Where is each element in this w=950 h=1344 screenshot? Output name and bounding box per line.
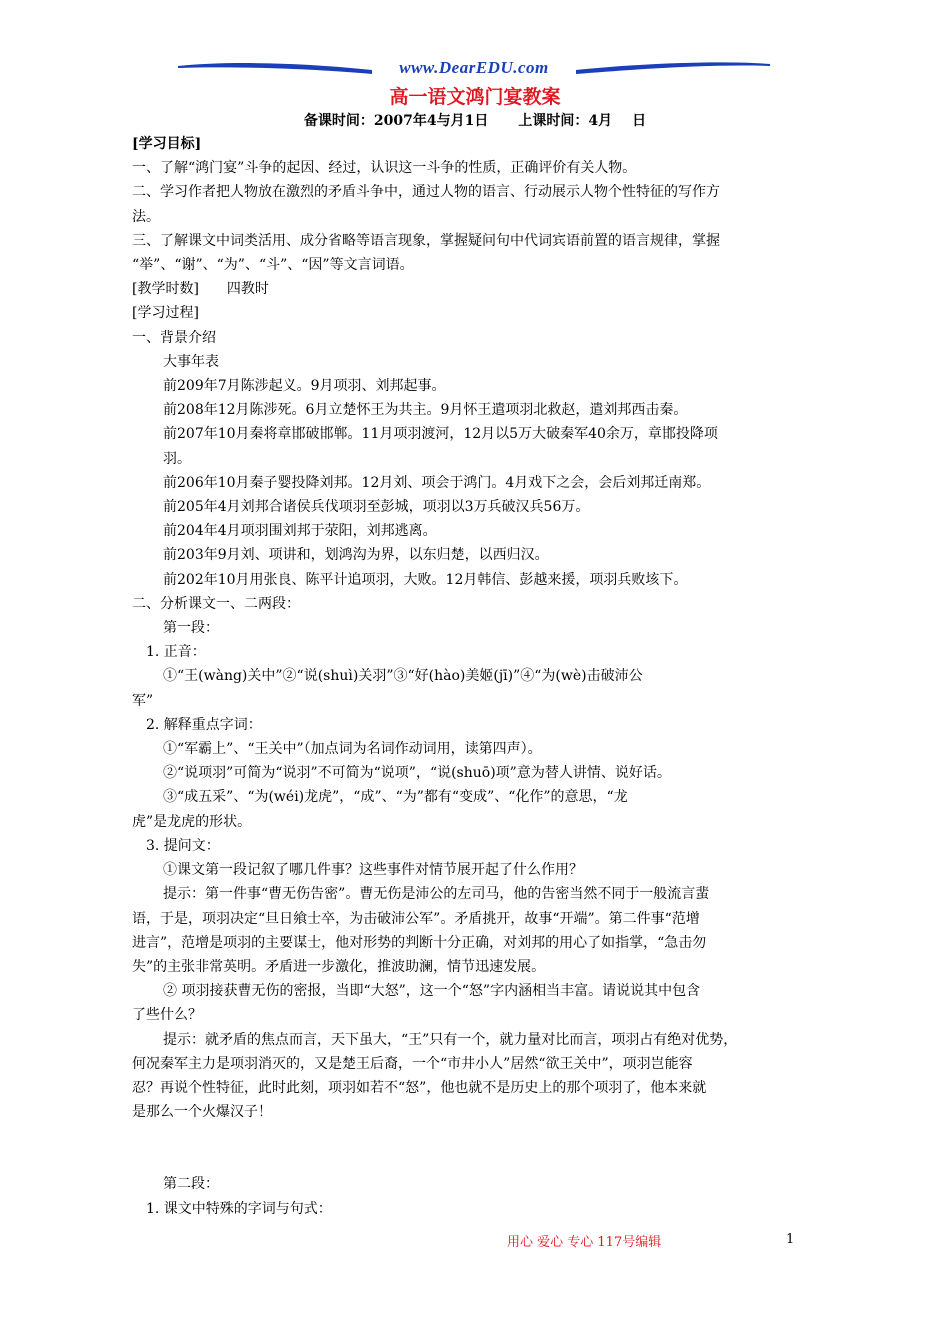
- section-heading: [学习目标]: [132, 136, 202, 152]
- text-line: 提示：第一件事“曹无伤告密”。曹无伤是沛公的左司马，他的告密当然不同于一般流言蜚: [163, 886, 710, 903]
- timeline-entry: 前208年12月陈涉死。6月立楚怀王为共主。9月怀王遣项羽北救赵，遣刘邦西击秦。: [163, 402, 688, 419]
- text-line: 是那么一个火爆汉子！: [132, 1104, 272, 1121]
- timeline-entry: 前204年4月项羽围刘邦于荥阳，刘邦逃离。: [163, 523, 437, 540]
- footer-slogan: 用心 爱心 专心 117号编辑: [507, 1235, 662, 1250]
- text-line: 2. 解释重点字词：: [146, 716, 262, 733]
- text-line: 进言”，范增是项羽的主要谋士，他对形势的判断十分正确，对刘邦的用心了如指掌，“急击勿: [132, 934, 707, 951]
- text-line: 何况秦军主力是项羽消灭的，又是楚王后裔，一个“市井小人”居然“欲王关中”，项羽岂能容: [132, 1055, 693, 1072]
- text-line: 虎”是龙虎的形状。: [132, 813, 252, 830]
- timeline-entry: 前209年7月陈涉起义。9月项羽、刘邦起事。: [163, 378, 446, 395]
- class-day: 日: [632, 113, 647, 129]
- lesson-body: [132, 132, 822, 1221]
- text-line: 第一段：: [163, 620, 219, 637]
- text-line: 二、分析课文一、二两段：: [132, 595, 300, 612]
- text-line: 二、学习作者把人物放在激烈的矛盾斗争中，通过人物的语言、行动展示人物个性特征的写作方: [132, 184, 720, 201]
- text-line: 3. 提问文：: [146, 837, 220, 854]
- schedule-line: [0, 110, 950, 130]
- text-line: 第二段：: [163, 1176, 219, 1193]
- text-line: 了些什么？: [132, 1007, 202, 1024]
- text-line: “举”、“谢”、“为”、“斗”、“因”等文言词语。: [132, 257, 414, 274]
- text-line: 三、了解课文中词类活用、成分省略等语言现象，掌握疑问句中代词宾语前置的语言规律，掌握: [132, 232, 720, 249]
- text-line: 语，于是，项羽决定“旦日飨士卒，为击破沛公军”。矛盾挑开，故事“开端”。第二件事“范增: [132, 910, 700, 927]
- timeline-entry: 前203年9月刘、项讲和，划鸿沟为界，以东归楚，以西归汉。: [163, 547, 549, 564]
- timeline-entry: 前206年10月秦子婴投降刘邦。12月刘、项会于鸿门。4月戏下之会，会后刘邦迁南郑。: [163, 474, 711, 491]
- timeline-entry: 前202年10月用张良、陈平计追项羽，大败。12月韩信、彭越来援，项羽兵败垓下。: [163, 571, 688, 588]
- text-line: 大事年表: [163, 353, 219, 370]
- text-line: 一、背景介绍: [132, 329, 216, 346]
- text-line: 法。: [132, 208, 160, 225]
- page-number: 1: [786, 1232, 795, 1247]
- timeline-entry: 羽。: [163, 450, 191, 467]
- text-line: ③“成五采”、“为(wéi)龙虎”，“成”、“为”都有“变成”、“化作”的意思，“龙: [163, 789, 628, 806]
- site-url: www.DearEDU.com: [399, 58, 549, 77]
- text-line: 1. 课文中特殊的字词与句式：: [146, 1200, 332, 1217]
- text-line: ②“说项羽”可简为“说羽”不可简为“说项”，“说(shuō)项”意为替人讲情、说好话。: [163, 765, 671, 782]
- class-time: 上课时间：4月: [518, 113, 613, 129]
- page-title: 高一语文鸿门宴教案: [389, 86, 561, 108]
- text-line: 失”的主张非常英明。矛盾进一步激化，推波助澜，情节迅速发展。: [132, 958, 546, 975]
- text-line: [教学时数] 四教时: [132, 281, 269, 298]
- text-line: 一、了解“鸿门宴”斗争的起因、经过，认识这一斗争的性质，正确评价有关人物。: [132, 160, 637, 177]
- text-line: 1. 正音：: [146, 644, 206, 661]
- text-line: 提示：就矛盾的焦点而言，天下虽大，“王”只有一个，就力量对比而言，项羽占有绝对优势，: [163, 1031, 738, 1048]
- site-banner: [176, 56, 772, 82]
- text-line: ② 项羽接获曹无伤的密报，当即“大怒”，这一个“怒”字内涵相当丰富。请说说其中包含: [163, 983, 701, 1000]
- text-line: 军”: [132, 692, 154, 709]
- text-line: 忍？再说个性特征，此时此刻，项羽如若不“怒”，他也就不是历史上的那个项羽了，他本来就: [132, 1079, 707, 1096]
- blank-space: [132, 1124, 822, 1172]
- prep-time: 备课时间：2007年4与月1日: [303, 113, 489, 129]
- text-line: [学习过程]: [132, 305, 199, 322]
- text-line: ①“王(wàng)关中”②“说(shuì)关羽”③“好(hào)美姬(jī)”④“为(wè)击破沛公: [163, 668, 643, 685]
- text-line: ①课文第一段记叙了哪几件事？这些事件对情节展开起了什么作用？: [163, 862, 583, 879]
- timeline-entry: 前207年10月秦将章邯破邯郸。11月项羽渡河，12月以5万大破秦军40余万，章邯投降项: [163, 426, 718, 443]
- text-line: ①“军霸上”、“王关中”（加点词为名词作动词用，读第四声）。: [163, 741, 542, 758]
- timeline-entry: 前205年4月刘邦合诸侯兵伐项羽至彭城，项羽以3万兵破汉兵56万。: [163, 499, 590, 516]
